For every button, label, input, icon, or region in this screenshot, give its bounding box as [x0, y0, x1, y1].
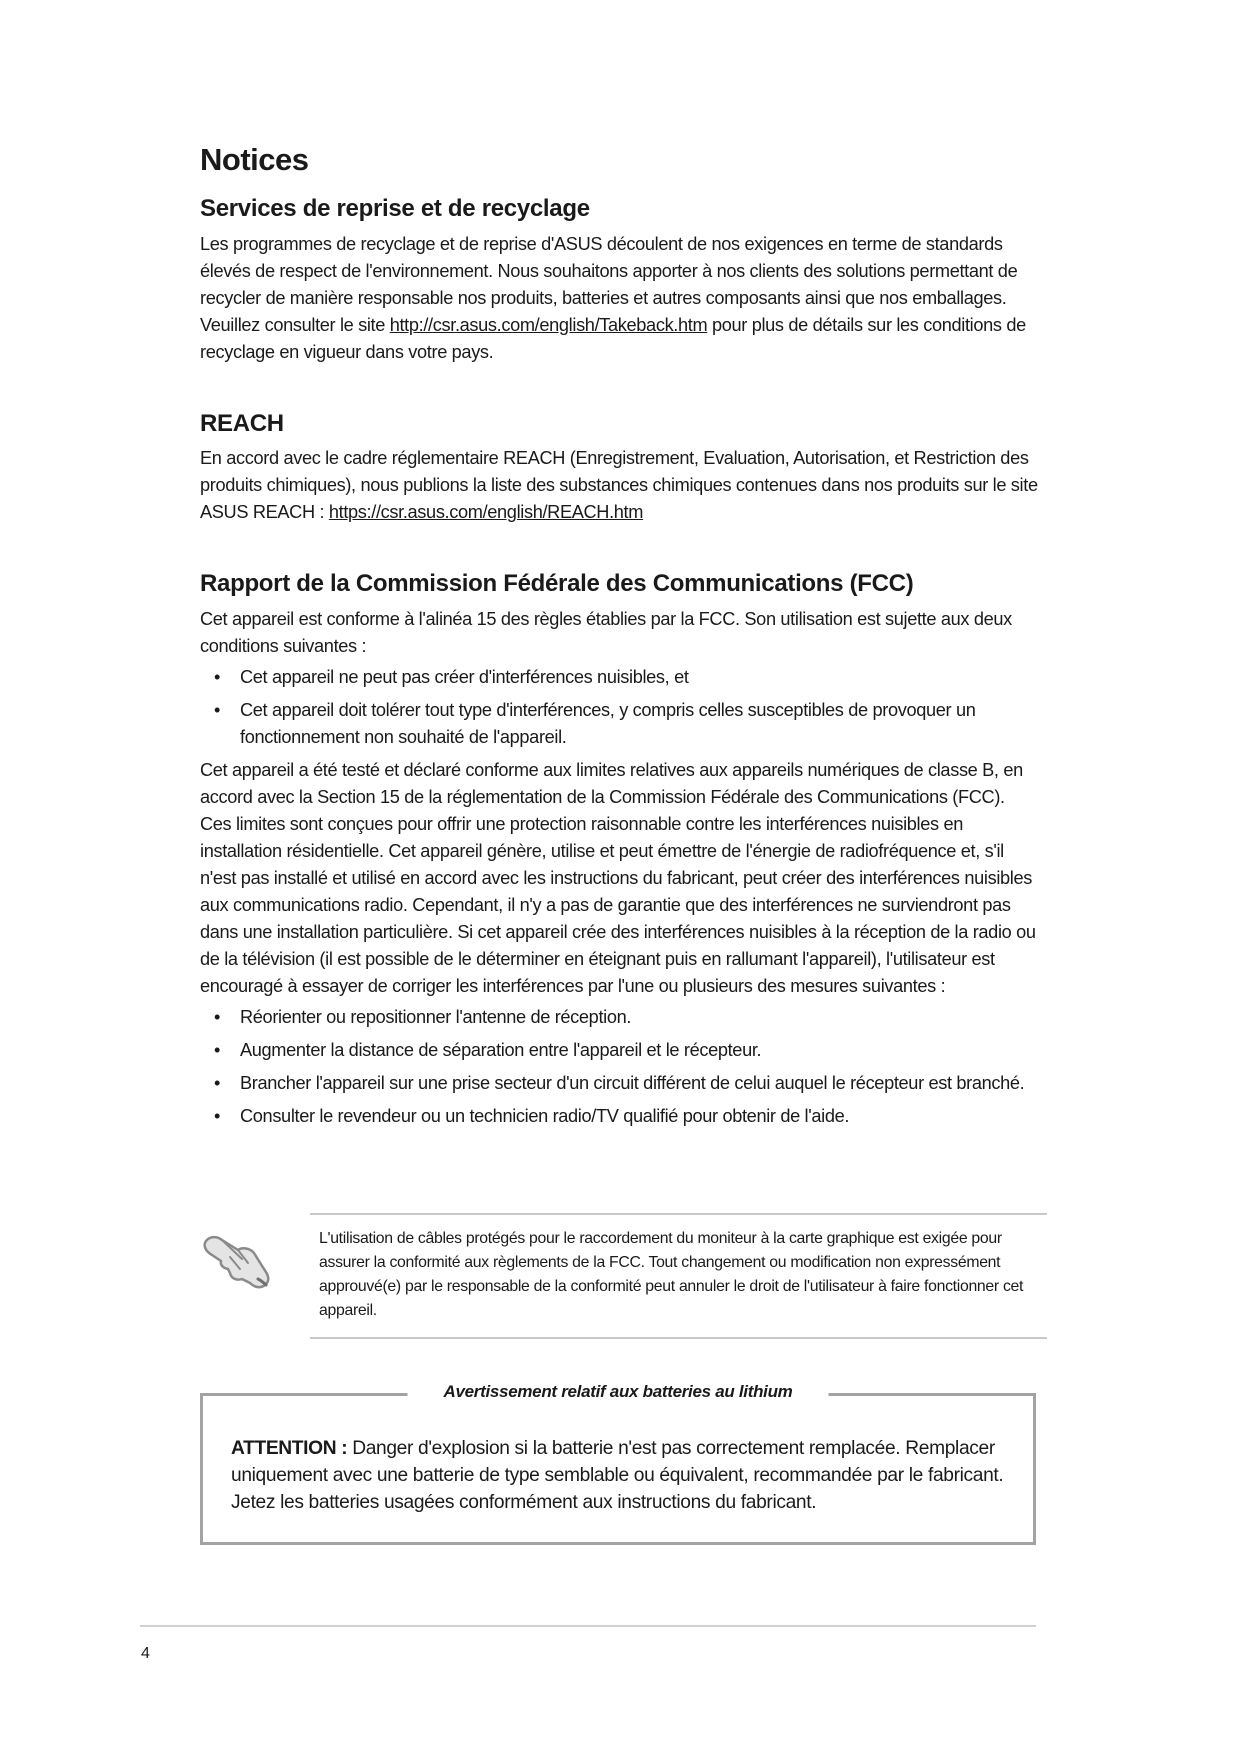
warning-paragraph — [231, 1435, 1011, 1516]
bullet: • — [214, 1072, 221, 1093]
measure-text: Augmenter la distance de séparation entre l'appareil et le récepteur. — [240, 1039, 762, 1060]
warning-title: Avertissement relatif aux batteries au lithium — [408, 1382, 829, 1402]
bullet: • — [214, 1039, 221, 1060]
list-item — [200, 1037, 1038, 1064]
reach-link[interactable]: https://csr.asus.com/english/REACH.htm — [328, 502, 644, 523]
main-content — [200, 143, 1038, 1174]
note-text: L'utilisation de câbles protégés pour le raccordement du moniteur à la carte graphique est exigée pour assurer la conformité aux règlements de la FCC. Tout changement ou modification non expressément approuvé(e) par le responsable de la conformité peut annuler le droit de l'utilisateur à faire fonctionner cet appareil. — [319, 1230, 1024, 1319]
list-item — [200, 1070, 1038, 1097]
warning-label: ATTENTION : — [231, 1438, 348, 1459]
recycling-paragraph — [200, 231, 1038, 366]
recycling-text-after: pour plus de détails sur les conditions de recyclage en vigueur dans votre pays. — [200, 314, 1026, 362]
reach-section — [200, 410, 1038, 527]
measure-text: Brancher l'appareil sur une prise secteur d'un circuit différent de celui auquel le récepteur est branché. — [240, 1072, 1025, 1093]
list-item — [200, 697, 1038, 751]
warning-text: Danger d'explosion si la batterie n'est pas correctement remplacée. Remplacer uniquement avec une batterie de type semblable ou équivalent, recommandée par le fabricant. Jetez les batteries usagées conformément aux instructions du fabricant. — [231, 1438, 1004, 1513]
fcc-body: Cet appareil a été testé et déclaré conforme aux limites relatives aux appareils numériques de classe B, en accord avec la Section 15 de la réglementation de la Commission Fédérale des Communications (FCC). Ces limites sont conçues pour offrir une protection raisonnable contre les interférences nuisibles en installation résidentielle. Cet appareil génère, utilise et peut émettre de l'énergie de radiofréquence et, s'il n'est pas installé et utilisé en accord avec les instructions du fabricant, peut créer des interférences nuisibles aux communications radio. Cependant, il n'y a pas de garantie que des interférences ne surviendront pas dans une installation particulière. Si cet appareil crée des interférences nuisibles à la réception de la radio ou de la télévision (il est possible de le déterminer en éteignant puis en rallumant l'appareil), l'utilisateur est encouragé à essayer de corriger les interférences par l'une ou plusieurs des mesures suivantes : — [200, 759, 1036, 996]
page-number: 4 — [141, 1645, 150, 1662]
reach-text: En accord avec le cadre réglementaire REACH (Enregistrement, Evaluation, Autorisation, et Restriction des produits chimiques), nous publions la liste des substances chimiques contenues dans nos produits sur le site ASUS REACH : — [200, 448, 1038, 523]
recycling-section — [200, 195, 1038, 366]
fcc-measures-list — [200, 1004, 1038, 1130]
pointing-hand-icon — [200, 1223, 280, 1293]
bullet: • — [214, 699, 221, 720]
reach-paragraph — [200, 445, 1038, 526]
recycling-heading: Services de reprise et de recyclage — [200, 195, 590, 223]
note-box — [310, 1213, 1047, 1339]
condition-text: Cet appareil ne peut pas créer d'interférences nuisibles, et — [240, 666, 689, 687]
measure-text: Réorienter ou repositionner l'antenne de réception. — [240, 1006, 632, 1027]
page-title: Notices — [200, 142, 309, 177]
fcc-conditions-list — [200, 664, 1038, 751]
list-item — [200, 1004, 1038, 1031]
list-item — [200, 664, 1038, 691]
bullet: • — [214, 1105, 221, 1126]
note-block — [200, 1213, 1038, 1333]
condition-text: Cet appareil doit tolérer tout type d'interférences, y compris celles susceptibles de provoquer un fonctionnement non souhaité de l'appareil. — [240, 699, 976, 747]
recycling-text-before: Les programmes de recyclage et de reprise d'ASUS découlent de nos exigences en terme de standards élevés de respect de l'environnement. Nous souhaitons apporter à nos clients des solutions permettant de recycler de manière responsable nos produits, batteries et autres composants ainsi que nos emballages. Veuillez consulter le site — [200, 233, 1018, 335]
warning-body — [231, 1435, 1011, 1516]
fcc-section — [200, 570, 1038, 1130]
bullet: • — [214, 1006, 221, 1027]
battery-warning-box — [200, 1382, 1036, 1545]
takeback-link[interactable]: http://csr.asus.com/english/Takeback.htm — [389, 314, 708, 335]
fcc-heading: Rapport de la Commission Fédérale des Communications (FCC) — [200, 570, 914, 598]
footer-divider — [140, 1625, 1036, 1627]
list-item — [200, 1103, 1038, 1130]
measure-text: Consulter le revendeur ou un technicien radio/TV qualifié pour obtenir de l'aide. — [240, 1105, 850, 1126]
fcc-intro: Cet appareil est conforme à l'alinéa 15 des règles établies par la FCC. Son utilisation est sujette aux deux conditions suivantes : — [200, 608, 1012, 656]
reach-heading: REACH — [200, 409, 284, 437]
bullet: • — [214, 666, 221, 687]
